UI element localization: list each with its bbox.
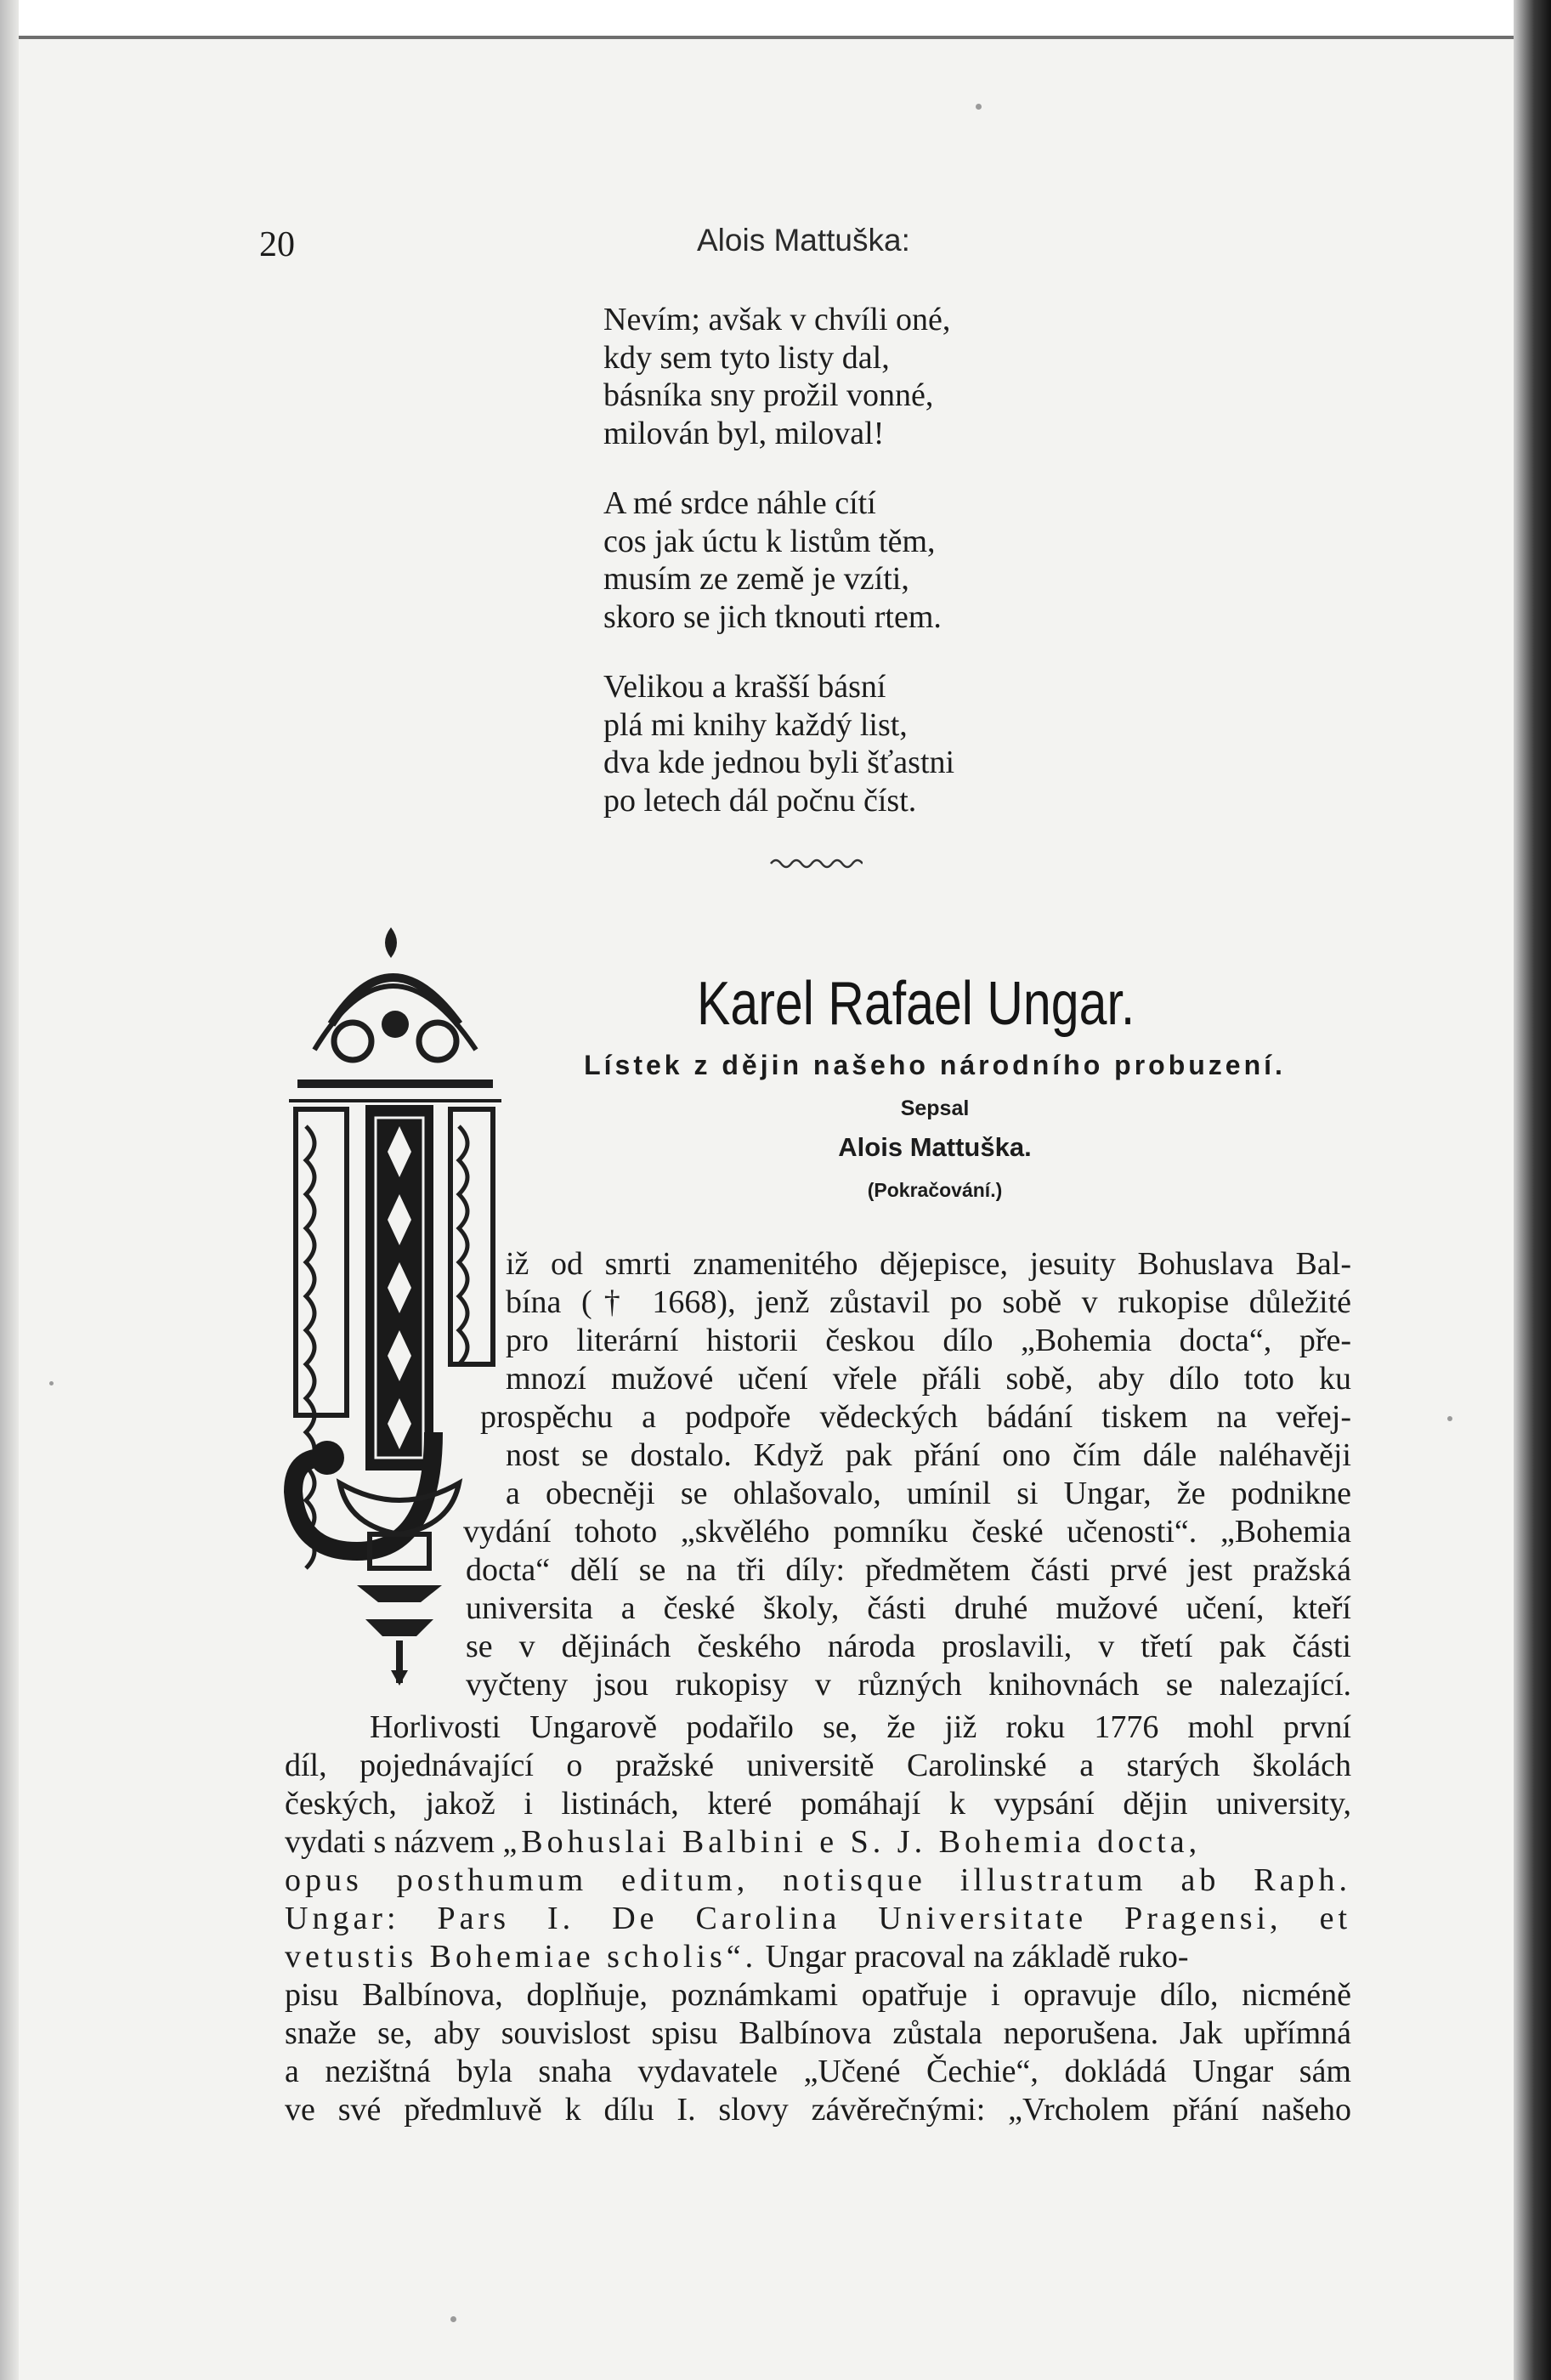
body-line: ve své předmluvě k dílu I. slovy závěrečnými: „Vrcholem přání našeho — [285, 2092, 1351, 2128]
verse-line: dva kde jednou byli šťastni — [603, 745, 955, 780]
page-right-edge — [1514, 0, 1551, 2380]
body-line: mnozí mužové učení vřele přáli sobě, aby dílo toto ku — [506, 1361, 1351, 1397]
body-line: Horlivosti Ungarově podařilo se, že již roku 1776 mohl první — [370, 1709, 1351, 1745]
scan-speck — [450, 2316, 456, 2322]
book-title-text: „Bohuslai Balbini e S. J. Bohemia docta, — [502, 1824, 1202, 1860]
body-line: a nezištná byla snaha vydavatele „Učené Čechie“, dokládá Ungar sám — [285, 2054, 1351, 2089]
article-title: Karel Rafael Ungar. — [697, 970, 1135, 1038]
verse-line: Nevím; avšak v chvíli oné, — [603, 302, 951, 337]
poem-stanza — [603, 484, 1113, 636]
body-line: bína († 1668), jenž zůstavil po sobě v rukopise důležité — [506, 1284, 1351, 1320]
compiled-by-label: Sepsal — [900, 1096, 970, 1120]
page-left-edge — [0, 0, 19, 2380]
body-line: se v dějinách českého národa proslavili, v třetí pak části — [466, 1629, 1351, 1664]
body-text: vydati s názvem — [285, 1824, 503, 1860]
body-line: snaže se, aby souvislost spisu Balbínova zůstala neporušena. Jak upřímná — [285, 2015, 1351, 2051]
body-line: a obecněji se ohlašovalo, umínil si Ungar, že podnikne — [506, 1476, 1351, 1511]
article-subtitle: Lístek z dějin našeho národního probuzení. — [584, 1050, 1286, 1080]
body-line: vydání tohoto „skvělého pomníku české učenosti“. „Bohemia — [463, 1514, 1351, 1550]
poem-stanza — [603, 668, 1113, 819]
body-text: Ungar pracoval na základě ruko- — [757, 1939, 1189, 1975]
book-title-text: vetustis Bohemiae scholis“. — [285, 1939, 758, 1975]
verse-line: po letech dál počnu číst. — [603, 782, 917, 819]
poem-stanza — [603, 301, 1113, 452]
verse-line: kdy sem tyto listy dal, — [603, 339, 890, 376]
verse-line: skoro se jich tknouti rtem. — [603, 598, 942, 635]
verse-line: musím ze země je vzíti, — [603, 561, 909, 597]
verse-line: A mé srdce náhle cítí — [603, 485, 876, 521]
verse-line: básníka sny prožil vonné, — [603, 377, 934, 413]
book-title-line: Ungar: Pars I. De Carolina Universitate Pragensi, et — [285, 1901, 1351, 1936]
verse-line: milován byl, miloval! — [603, 415, 885, 451]
body-line: českých, jakož i listinách, které pomáhají k vypsání dějin university, — [285, 1786, 1351, 1822]
body-line: prospěchu a podpoře vědeckých bádání tiskem na veřej- — [480, 1399, 1351, 1435]
verse-line: Velikou a krašší básní — [603, 669, 886, 705]
body-line: díl, pojednávající o pražské universitě Carolinské a starých školách — [285, 1748, 1351, 1783]
book-title-line: opus posthumum editum, notisque illustratum ab Raph. — [285, 1862, 1351, 1898]
scan-speck — [1447, 1416, 1452, 1421]
body-line: nost se dostalo. Když pak přání ono čím dále naléhavěji — [506, 1437, 1351, 1473]
page-number: 20 — [259, 225, 295, 264]
scan-speck — [976, 104, 982, 110]
body-line: universita a české školy, části druhé mužové učení, kteří — [466, 1590, 1351, 1626]
body-line: docta“ dělí se na tři díly: předmětem části prvé jest pražská — [466, 1552, 1351, 1588]
running-head: Alois Mattuška: — [697, 223, 910, 258]
scan-speck — [49, 1381, 54, 1386]
body-line: pisu Balbínova, doplňuje, poznámkami opatřuje i opravuje dílo, nicméně — [285, 1977, 1351, 2013]
body-line-with-title-end — [285, 1938, 1351, 1976]
verse-line: cos jak úctu k listům těm, — [603, 523, 936, 559]
author-name: Alois Mattuška. — [838, 1132, 1032, 1162]
body-line: vyčteny jsou rukopisy v různých knihovnách se nalezající. — [466, 1667, 1351, 1703]
continued-note: (Pokračování.) — [867, 1179, 1003, 1201]
body-line-with-title — [285, 1823, 1351, 1862]
page-top-edge — [0, 0, 1551, 39]
body-line: pro literární historii českou dílo „Bohemia docta“, pře- — [506, 1323, 1351, 1358]
body-line: iž od smrti znamenitého dějepisce, jesuity Bohuslava Bal- — [506, 1246, 1351, 1282]
verse-line: plá mi knihy každý list, — [603, 706, 908, 743]
poem — [603, 301, 1113, 852]
wavy-separator-icon — [769, 853, 863, 872]
page-header — [259, 219, 1364, 262]
